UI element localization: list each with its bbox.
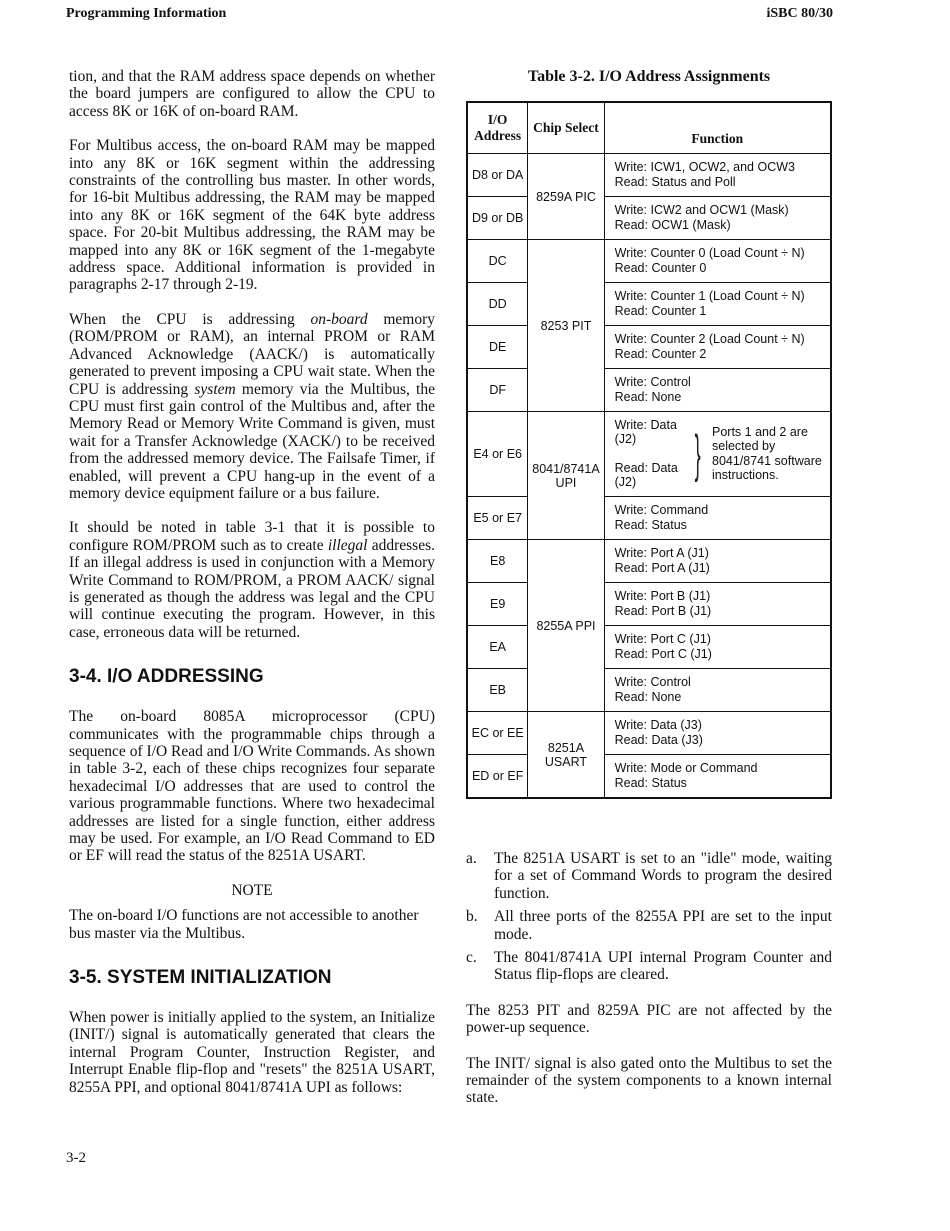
address-cell: D8 or DA xyxy=(467,154,528,197)
table-row xyxy=(467,369,831,412)
note-title: NOTE xyxy=(231,881,273,899)
function-cell: Write: Port A (J1) Read: Port A (J1) xyxy=(604,540,831,583)
paragraph: The on-board 8085A microprocessor (CPU) communicates with the programmable chips through a sequence of I/O Read and I/O Write Commands. As shown in table 3-2, each of these chips recognizes four separate hexadecimal I/O addresses that are used to control the various programmable functions. Where two hexadecimal addresses are listed for a single function, either address may be used. For example, an I/O Read Command to ED or EF will read the status of the 8251A USART. xyxy=(69,708,435,865)
table-row xyxy=(467,412,831,497)
function-cell: Write: Port C (J1) Read: Port C (J1) xyxy=(604,626,831,669)
address-cell: DF xyxy=(467,369,528,412)
table-row xyxy=(467,583,831,626)
address-cell: DC xyxy=(467,240,528,283)
header-io-address: I/O Address xyxy=(467,102,528,154)
function-cell: Write: Counter 1 (Load Count ÷ N) Read: Counter 1 xyxy=(604,283,831,326)
chip-cell: 8255A PPI xyxy=(528,540,604,712)
table-row xyxy=(467,326,831,369)
function-cell: Write: Mode or Command Read: Status xyxy=(604,755,831,799)
running-header-left: Programming Information xyxy=(66,6,227,21)
left-column xyxy=(69,68,435,1113)
function-cell: Write: Port B (J1) Read: Port B (J1) xyxy=(604,583,831,626)
table-row xyxy=(467,197,831,240)
table-row xyxy=(467,669,831,712)
function-cell: Write: Control Read: None xyxy=(604,669,831,712)
header-function: Function xyxy=(604,102,831,154)
table-row xyxy=(467,755,831,799)
list-item: a. The 8251A USART is set to an "idle" mode, waiting for a set of Command Words to program the desired function. xyxy=(466,850,832,902)
function-cell: Write: Counter 0 (Load Count ÷ N) Read: Counter 0 xyxy=(604,240,831,283)
chip-cell: 8259A PIC xyxy=(528,154,604,240)
table-row xyxy=(467,154,831,197)
running-header-right: iSBC 80/30 xyxy=(766,6,833,21)
function-cell: Write: Control Read: None xyxy=(604,369,831,412)
table-row xyxy=(467,240,831,283)
chip-cell: 8041/8741A UPI xyxy=(528,412,604,540)
function-cell: Write: Data (J3) Read: Data (J3) xyxy=(604,712,831,755)
address-cell: ED or EF xyxy=(467,755,528,799)
paragraph: The 8253 PIT and 8259A PIC are not affected by the power-up sequence. xyxy=(466,1001,832,1037)
chip-cell: 8251A USART xyxy=(528,712,604,799)
note-body: The on-board I/O functions are not accessible to another bus master via the Multibus. xyxy=(69,907,419,942)
paragraph: When the CPU is addressing on-board memory (ROM/PROM or RAM), an internal PROM or RAM Advanced Acknowledge (AACK/) is automatically generated to prevent imposing a CPU wait state. When the CPU is addressing system memory via the Multibus, the CPU must first gain control of the Multibus and, after the Memory Read or Memory Write Command is given, must wait for a Transfer Acknowledge (XACK/) to be received from the addressed memory device. The Failsafe Timer, if enabled, will prevent a CPU hang-up in the event of a memory device equipment failure or a bus failure. xyxy=(69,310,435,502)
section-heading-io-addressing: 3-4. I/O ADDRESSING xyxy=(69,666,264,688)
address-cell: EB xyxy=(467,669,528,712)
function-cell xyxy=(604,412,831,497)
paragraph: When power is initially applied to the system, an Initialize (INIT/) signal is automatically generated that clears the internal Program Counter, Instruction Register, and Interrupt Enable flip-flop and "resets" the 8251A USART, 8255A PPI, and optional 8041/8741A UPI as follows: xyxy=(69,1009,435,1096)
address-cell: DD xyxy=(467,283,528,326)
address-cell: E8 xyxy=(467,540,528,583)
function-cell: Write: Command Read: Status xyxy=(604,497,831,540)
address-cell: E9 xyxy=(467,583,528,626)
curly-brace-icon: } xyxy=(694,424,701,483)
table-row xyxy=(467,626,831,669)
io-address-table xyxy=(466,101,832,799)
table-row xyxy=(467,540,831,583)
table-header-row xyxy=(467,102,831,154)
table-title: Table 3-2. I/O Address Assignments xyxy=(527,68,771,85)
section-heading-system-initialization: 3-5. SYSTEM INITIALIZATION xyxy=(69,967,332,989)
address-cell: EC or EE xyxy=(467,712,528,755)
address-cell: EA xyxy=(467,626,528,669)
paragraph: The INIT/ signal is also gated onto the Multibus to set the remainder of the system components to a known internal state. xyxy=(466,1054,832,1107)
header-chip-select: Chip Select xyxy=(528,102,604,154)
function-cell: Write: ICW1, OCW2, and OCW3 Read: Status and Poll xyxy=(604,154,831,197)
table-row xyxy=(467,712,831,755)
right-column xyxy=(466,850,832,1107)
function-cell: Write: ICW2 and OCW1 (Mask) Read: OCW1 (Mask) xyxy=(604,197,831,240)
list-item: c. The 8041/8741A UPI internal Program Counter and Status flip-flops are cleared. xyxy=(466,949,832,984)
paragraph: For Multibus access, the on-board RAM may be mapped into any 8K or 16K segment within the addressing constraints of the controlling bus master. In other words, for 16-bit Multibus addressing, the RAM may be mapped into any 8K or 16K segment of the 64K byte address space. For 20-bit Multibus addressing, the RAM may be mapped into any 8K or 16K segment of the 1-megabyte address space. Additional information is provided in paragraphs 2-17 through 2-19. xyxy=(69,137,435,294)
function-cell: Write: Counter 2 (Load Count ÷ N) Read: Counter 2 xyxy=(604,326,831,369)
table-row xyxy=(467,283,831,326)
paragraph: It should be noted in table 3-1 that it is possible to configure ROM/PROM such as to create illegal addresses. If an illegal address is used in conjunction with a Memory Write Command to ROM/PROM, a PROM AACK/ signal is generated as though the address was legal and the CPU will continue executing the program. However, in this case, erroneous data will be returned. xyxy=(69,519,435,641)
address-cell: DE xyxy=(467,326,528,369)
page-number: 3-2 xyxy=(66,1150,86,1166)
address-cell: E4 or E6 xyxy=(467,412,528,497)
address-cell: E5 or E7 xyxy=(467,497,528,540)
paragraph: tion, and that the RAM address space depends on whether the board jumpers are configured to allow the CPU to access 8K or 16K of on-board RAM. xyxy=(69,68,435,120)
chip-cell: 8253 PIT xyxy=(528,240,604,412)
address-cell: D9 or DB xyxy=(467,197,528,240)
ports-note-group: Write: Data (J2) Read: Data (J2) } Ports 1 and 2 are selected by 8041/8741 software instructions. xyxy=(614,417,822,489)
table-row xyxy=(467,497,831,540)
list-item: b. All three ports of the 8255A PPI are set to the input mode. xyxy=(466,908,832,943)
